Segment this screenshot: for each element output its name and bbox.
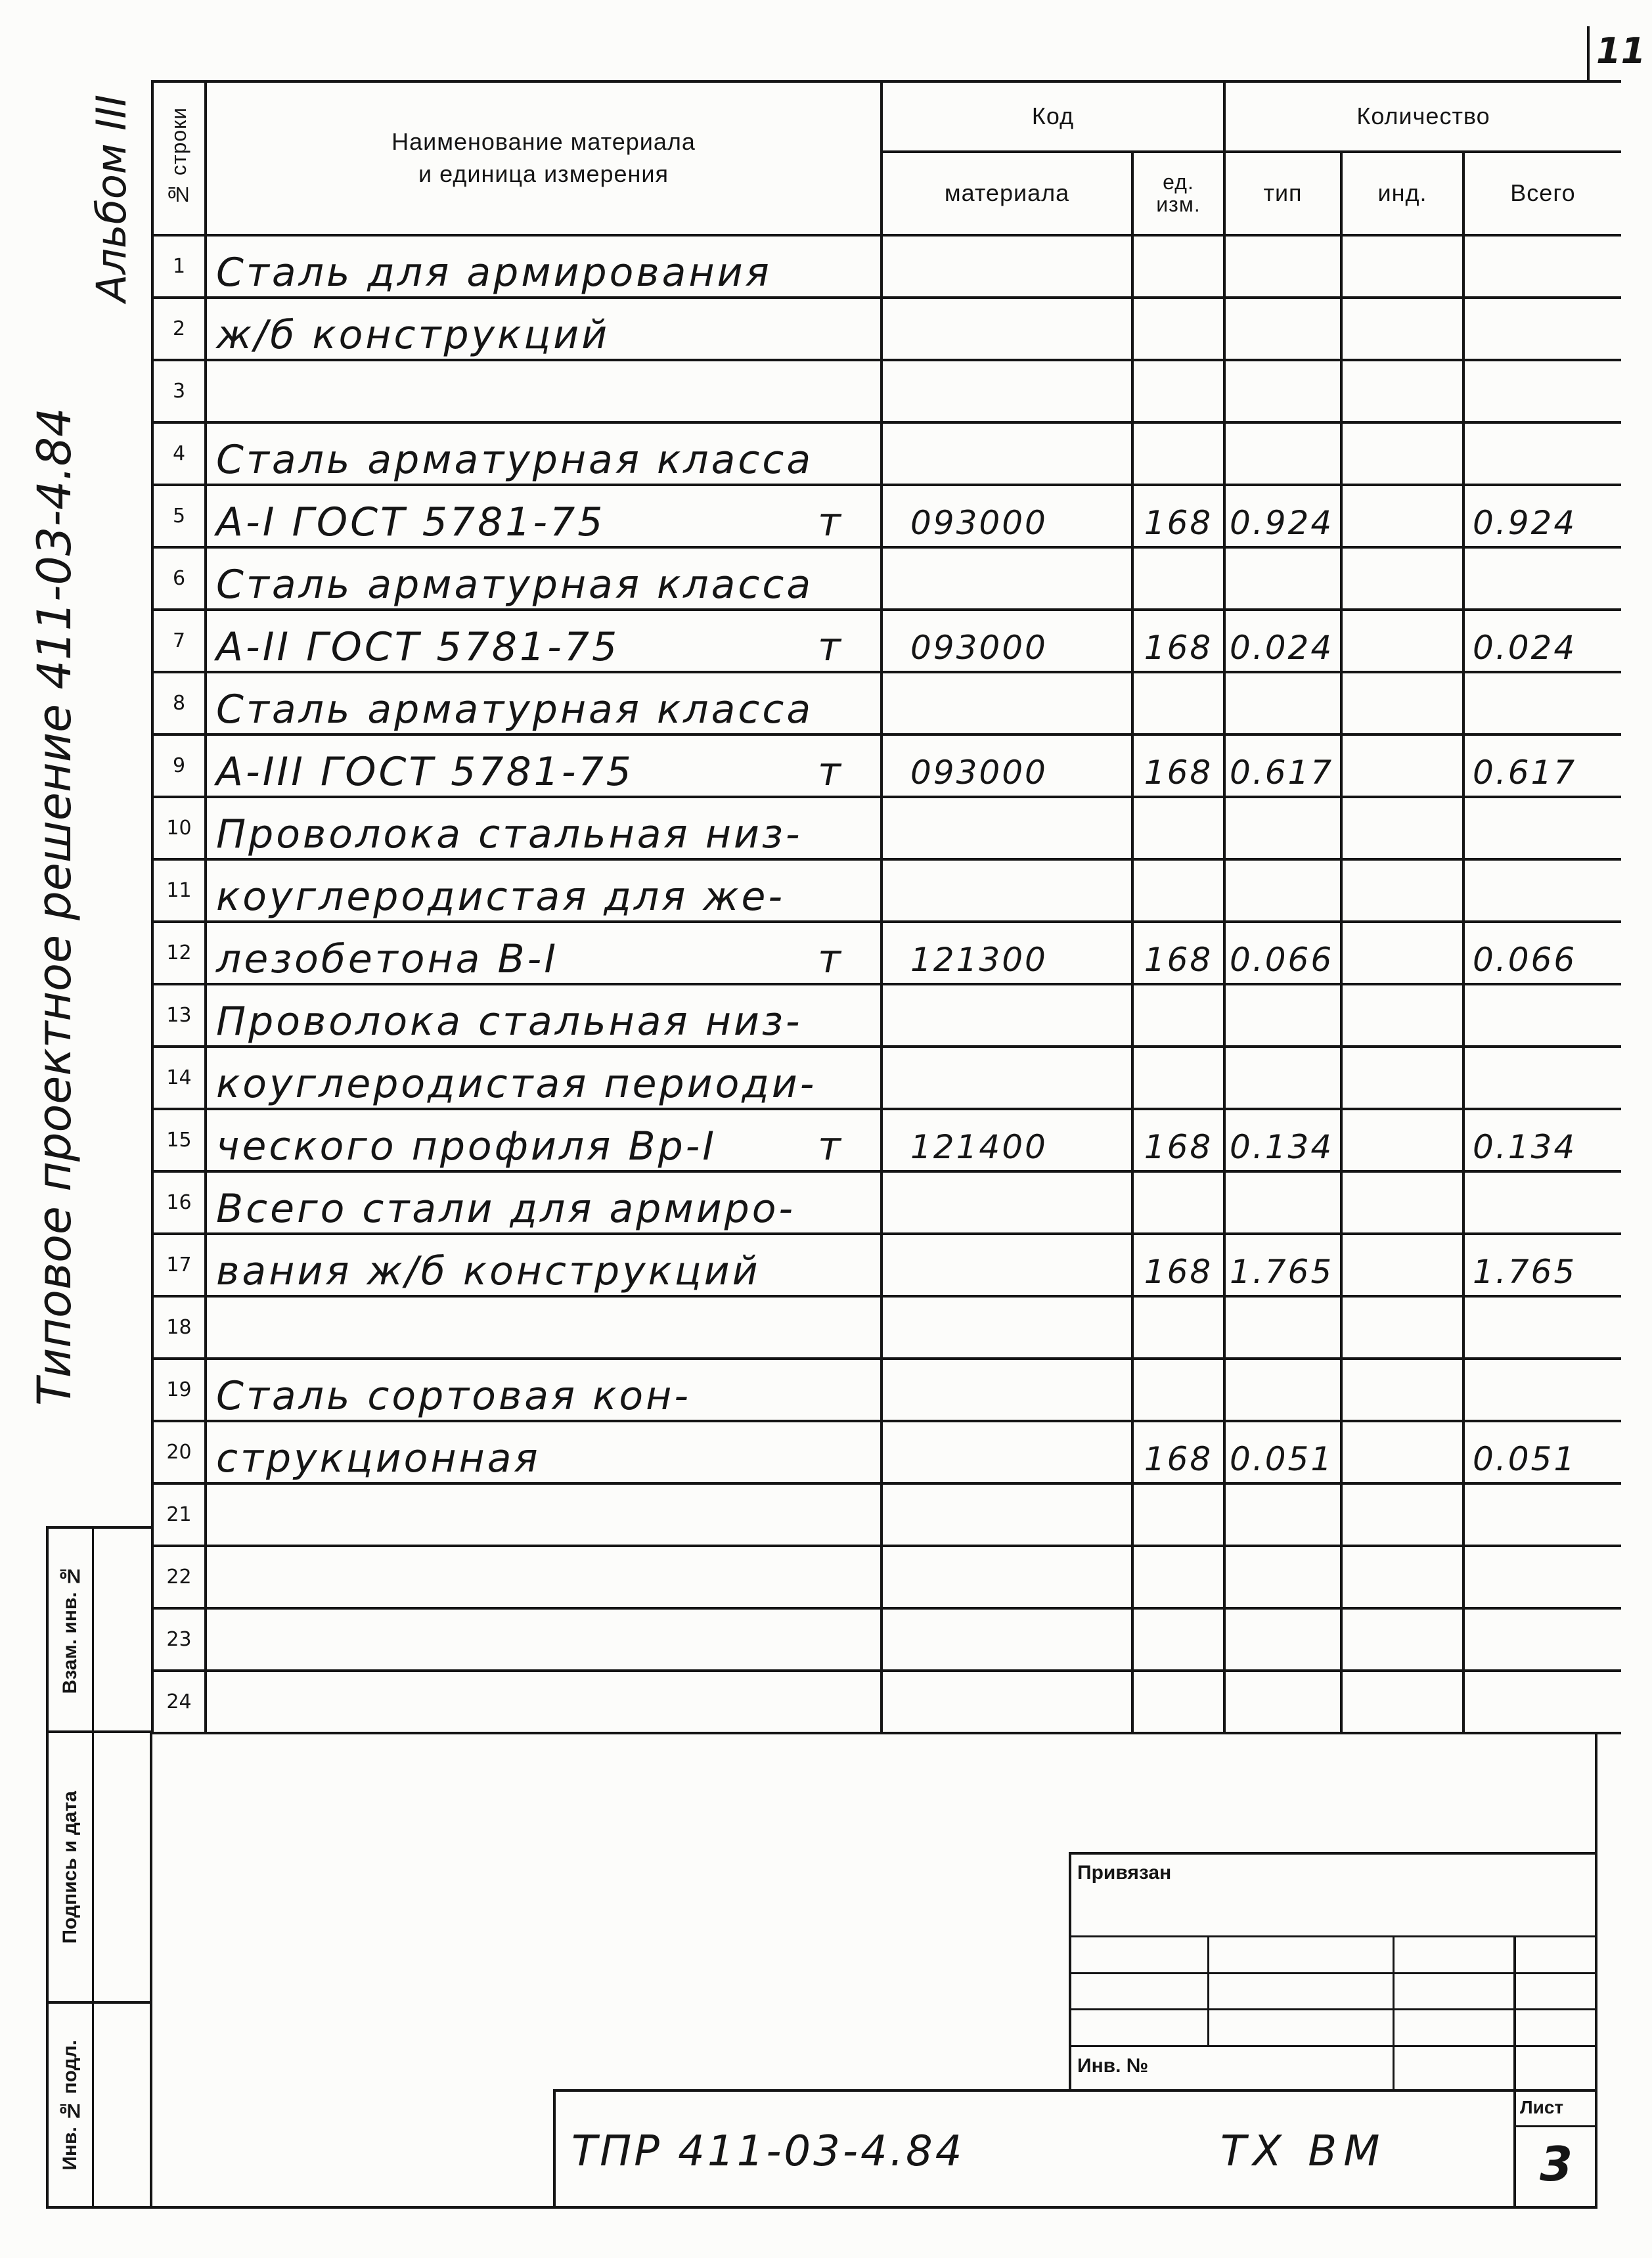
title-block-line — [1513, 2125, 1597, 2127]
qty-total-cell — [1463, 1483, 1621, 1546]
qty-type-cell — [1224, 360, 1341, 422]
material-code-cell — [882, 1171, 1132, 1234]
row-number-cell: 18 — [152, 1296, 206, 1359]
album-title: Альбом III — [87, 94, 135, 302]
material-code-cell: 093000 — [882, 610, 1132, 672]
qty-ind-cell — [1341, 1608, 1463, 1671]
qty-type-cell: 0.024 — [1224, 610, 1341, 672]
row-number-cell: 3 — [152, 360, 206, 422]
qty-type-cell: 0.924 — [1224, 485, 1341, 547]
header-code-unit: ед. изм. — [1132, 152, 1224, 235]
qty-type-cell — [1224, 797, 1341, 859]
title-block-line — [553, 2089, 1597, 2092]
qty-total-cell — [1463, 1359, 1621, 1421]
table-row — [152, 1171, 1621, 1234]
qty-total-cell: 1.765 — [1463, 1234, 1621, 1296]
material-code-cell — [882, 1546, 1132, 1608]
title-block-line — [1207, 1937, 1209, 2046]
row-number-cell: 5 — [152, 485, 206, 547]
qty-ind-cell — [1341, 672, 1463, 734]
material-code-cell — [882, 1483, 1132, 1546]
material-name-cell — [206, 610, 882, 672]
unit-code-cell — [1132, 1359, 1224, 1421]
material-name-cell — [206, 1608, 882, 1671]
material-name-text: Проволока стальная низ- — [216, 999, 803, 1045]
frame-left-line — [150, 1732, 152, 2209]
table-row — [152, 984, 1621, 1047]
material-name-text: Всего стали для армиро- — [216, 1186, 796, 1232]
header-code: Код — [882, 81, 1224, 152]
unit-code-cell — [1132, 1047, 1224, 1109]
row-number-cell: 14 — [152, 1047, 206, 1109]
sheet-number: 3 — [1540, 2136, 1573, 2192]
material-name-cell — [206, 1047, 882, 1109]
title-block-line — [1069, 1935, 1597, 1937]
material-name-cell — [206, 422, 882, 485]
material-name-cell — [206, 859, 882, 922]
unit-code-cell — [1132, 797, 1224, 859]
row-number-cell: 10 — [152, 797, 206, 859]
material-code-cell — [882, 1047, 1132, 1109]
qty-total-cell — [1463, 235, 1621, 298]
qty-total-cell — [1463, 1671, 1621, 1733]
qty-ind-cell — [1341, 235, 1463, 298]
material-name-text: коуглеродистая для же- — [216, 874, 786, 920]
qty-ind-cell — [1341, 422, 1463, 485]
qty-type-cell — [1224, 1546, 1341, 1608]
material-name-text: А-I ГОСТ 5781-75 — [216, 499, 606, 545]
row-number-cell: 20 — [152, 1421, 206, 1483]
unit-of-measure-text: т — [818, 499, 843, 545]
row-number-cell: 7 — [152, 610, 206, 672]
qty-ind-cell — [1341, 797, 1463, 859]
material-code-cell — [882, 547, 1132, 610]
material-code-cell — [882, 360, 1132, 422]
margin-stamp-sign-date — [49, 1733, 92, 2001]
unit-code-cell: 168 — [1132, 922, 1224, 984]
margin-stamp-inv-orig — [49, 2004, 92, 2206]
unit-code-cell: 168 — [1132, 610, 1224, 672]
material-code-cell — [882, 1296, 1132, 1359]
material-name-cell — [206, 672, 882, 734]
material-code-cell — [882, 1234, 1132, 1296]
material-code-cell — [882, 422, 1132, 485]
material-name-text: Сталь арматурная класса — [216, 562, 814, 608]
series-title: Типовое проектное решение 411-03-4.84 — [28, 407, 81, 1406]
unit-code-cell — [1132, 1608, 1224, 1671]
qty-total-cell — [1463, 672, 1621, 734]
material-code-cell — [882, 797, 1132, 859]
header-material-name-line2: и единица измерения — [418, 160, 669, 187]
material-name-cell — [206, 485, 882, 547]
unit-code-cell — [1132, 1171, 1224, 1234]
title-block-line — [1069, 2045, 1597, 2047]
unit-code-cell: 168 — [1132, 734, 1224, 797]
material-name-cell — [206, 1234, 882, 1296]
material-code-cell: 093000 — [882, 485, 1132, 547]
unit-of-measure-text: т — [818, 624, 843, 670]
table-row — [152, 1359, 1621, 1421]
qty-ind-cell — [1341, 547, 1463, 610]
qty-ind-cell — [1341, 1671, 1463, 1733]
row-number-cell: 12 — [152, 922, 206, 984]
attached-label: Привязан — [1077, 1862, 1172, 1884]
material-name-text: А-II ГОСТ 5781-75 — [216, 624, 620, 670]
table-row — [152, 1047, 1621, 1109]
qty-ind-cell — [1341, 1359, 1463, 1421]
row-number-cell: 19 — [152, 1359, 206, 1421]
qty-total-cell — [1463, 1546, 1621, 1608]
table-row — [152, 1546, 1621, 1608]
material-code-cell: 121400 — [882, 1109, 1132, 1171]
material-code-cell — [882, 672, 1132, 734]
row-number-cell: 24 — [152, 1671, 206, 1733]
material-name-cell — [206, 235, 882, 298]
qty-type-cell — [1224, 984, 1341, 1047]
qty-ind-cell — [1341, 984, 1463, 1047]
qty-ind-cell — [1341, 1483, 1463, 1546]
material-name-cell — [206, 1296, 882, 1359]
document-code: ТПР 411-03-4.84 — [571, 2127, 965, 2176]
sheet-label: Лист — [1520, 2097, 1564, 2117]
qty-type-cell: 1.765 — [1224, 1234, 1341, 1296]
unit-code-cell — [1132, 1671, 1224, 1733]
qty-ind-cell — [1341, 734, 1463, 797]
page-number: 11 — [1596, 30, 1646, 72]
row-number-cell: 16 — [152, 1171, 206, 1234]
qty-total-cell — [1463, 360, 1621, 422]
title-block-line — [1069, 2008, 1597, 2010]
material-name-cell — [206, 1109, 882, 1171]
header-row-number-text: № строки — [167, 106, 190, 206]
qty-type-cell — [1224, 672, 1341, 734]
qty-ind-cell — [1341, 360, 1463, 422]
qty-type-cell — [1224, 1296, 1341, 1359]
qty-ind-cell — [1341, 1171, 1463, 1234]
material-name-cell — [206, 1421, 882, 1483]
margin-stamp-replaced-inv-text: Взам. инв. № — [59, 1565, 81, 1694]
material-name-cell — [206, 1171, 882, 1234]
title-block-line — [1069, 1852, 1597, 1855]
header-qty-type: тип — [1224, 152, 1341, 235]
material-code-cell — [882, 859, 1132, 922]
inv-no-label: Инв. № — [1077, 2055, 1149, 2077]
row-number-cell: 23 — [152, 1608, 206, 1671]
table-row — [152, 547, 1621, 610]
material-name-cell — [206, 360, 882, 422]
header-material-name-line1: Наименование материала — [391, 128, 696, 156]
unit-code-cell — [1132, 1296, 1224, 1359]
table-row — [152, 298, 1621, 360]
row-number-cell: 2 — [152, 298, 206, 360]
table-row — [152, 485, 1621, 547]
table-row — [152, 1608, 1621, 1671]
header-qty-ind: инд. — [1341, 152, 1463, 235]
unit-code-cell: 168 — [1132, 485, 1224, 547]
material-name-text: Сталь для армирования — [216, 250, 772, 296]
row-number-cell: 22 — [152, 1546, 206, 1608]
qty-total-cell: 0.051 — [1463, 1421, 1621, 1483]
qty-type-cell — [1224, 547, 1341, 610]
material-name-text: Сталь арматурная класса — [216, 437, 814, 483]
row-number-cell: 15 — [152, 1109, 206, 1171]
qty-total-cell: 0.066 — [1463, 922, 1621, 984]
qty-type-cell — [1224, 1171, 1341, 1234]
table-row — [152, 610, 1621, 672]
row-number-cell: 9 — [152, 734, 206, 797]
qty-ind-cell — [1341, 1047, 1463, 1109]
qty-total-cell: 0.024 — [1463, 610, 1621, 672]
unit-of-measure-text: т — [818, 749, 843, 795]
material-code-cell — [882, 984, 1132, 1047]
qty-type-cell: 0.051 — [1224, 1421, 1341, 1483]
material-name-cell — [206, 984, 882, 1047]
qty-total-cell: 0.134 — [1463, 1109, 1621, 1171]
material-code-cell: 093000 — [882, 734, 1132, 797]
material-code-cell — [882, 1359, 1132, 1421]
header-row-top — [152, 81, 1621, 152]
table-row — [152, 797, 1621, 859]
unit-code-cell: 168 — [1132, 1234, 1224, 1296]
qty-ind-cell — [1341, 1109, 1463, 1171]
table-row — [152, 422, 1621, 485]
unit-code-cell — [1132, 235, 1224, 298]
title-block-line — [1393, 1937, 1395, 2090]
table-row — [152, 1671, 1621, 1733]
material-name-cell — [206, 734, 882, 797]
material-code-cell: 121300 — [882, 922, 1132, 984]
material-name-cell — [206, 298, 882, 360]
material-code-cell — [882, 235, 1132, 298]
row-number-cell: 17 — [152, 1234, 206, 1296]
material-code-cell — [882, 298, 1132, 360]
qty-type-cell — [1224, 298, 1341, 360]
qty-type-cell — [1224, 859, 1341, 922]
unit-code-cell — [1132, 672, 1224, 734]
material-name-text: ческого профиля Вр-I — [216, 1123, 717, 1169]
material-name-cell — [206, 1483, 882, 1546]
qty-total-cell — [1463, 859, 1621, 922]
margin-stamp-replaced-inv — [49, 1529, 92, 1730]
material-name-text: Сталь арматурная класса — [216, 687, 814, 733]
frame-bottom-line — [46, 2206, 1597, 2209]
qty-type-cell: 0.134 — [1224, 1109, 1341, 1171]
qty-total-cell — [1463, 984, 1621, 1047]
table-row — [152, 672, 1621, 734]
table-row — [152, 734, 1621, 797]
table-row — [152, 859, 1621, 922]
row-number-cell: 1 — [152, 235, 206, 298]
row-number-cell: 13 — [152, 984, 206, 1047]
unit-code-cell — [1132, 422, 1224, 485]
material-name-cell — [206, 797, 882, 859]
qty-total-cell — [1463, 298, 1621, 360]
qty-ind-cell — [1341, 610, 1463, 672]
qty-type-cell — [1224, 422, 1341, 485]
row-number-cell: 11 — [152, 859, 206, 922]
qty-total-cell — [1463, 422, 1621, 485]
qty-ind-cell — [1341, 1296, 1463, 1359]
qty-total-cell: 0.617 — [1463, 734, 1621, 797]
table-row — [152, 922, 1621, 984]
material-name-text: Проволока стальная низ- — [216, 811, 803, 857]
qty-ind-cell — [1341, 298, 1463, 360]
material-name-cell — [206, 922, 882, 984]
qty-ind-cell — [1341, 859, 1463, 922]
qty-type-cell — [1224, 1047, 1341, 1109]
table-body — [152, 235, 1621, 1733]
unit-code-cell — [1132, 298, 1224, 360]
unit-code-cell — [1132, 859, 1224, 922]
title-block-line — [553, 2090, 556, 2207]
row-number-cell: 8 — [152, 672, 206, 734]
unit-code-cell: 168 — [1132, 1109, 1224, 1171]
unit-code-cell — [1132, 1483, 1224, 1546]
table-row — [152, 235, 1621, 298]
qty-type-cell — [1224, 1483, 1341, 1546]
qty-total-cell — [1463, 1608, 1621, 1671]
unit-of-measure-text: т — [818, 936, 843, 982]
margin-stamp-line — [92, 1527, 94, 2207]
table-row — [152, 1234, 1621, 1296]
material-name-text: лезобетона В-I — [216, 936, 559, 982]
unit-code-cell — [1132, 984, 1224, 1047]
qty-total-cell — [1463, 547, 1621, 610]
margin-stamp-inv-orig-text: Инв. № подл. — [59, 2039, 81, 2171]
row-number-cell: 6 — [152, 547, 206, 610]
table-row — [152, 1421, 1621, 1483]
unit-code-cell — [1132, 360, 1224, 422]
qty-ind-cell — [1341, 1234, 1463, 1296]
material-name-cell — [206, 1359, 882, 1421]
margin-stamp-sign-date-text: Подпись и дата — [59, 1790, 81, 1944]
unit-of-measure-text: т — [818, 1123, 843, 1169]
material-name-text: струкционная — [216, 1435, 541, 1481]
qty-ind-cell — [1341, 1421, 1463, 1483]
title-block-line — [1513, 1937, 1516, 2207]
qty-ind-cell — [1341, 1546, 1463, 1608]
material-code-cell — [882, 1608, 1132, 1671]
material-name-cell — [206, 1671, 882, 1733]
title-block-line — [1069, 1972, 1597, 1974]
qty-type-cell: 0.066 — [1224, 922, 1341, 984]
row-number-cell: 21 — [152, 1483, 206, 1546]
material-specification-table — [151, 80, 1621, 1734]
unit-code-cell — [1132, 1546, 1224, 1608]
row-number-cell: 4 — [152, 422, 206, 485]
material-name-text: А-III ГОСТ 5781-75 — [216, 749, 634, 795]
material-code-cell — [882, 1421, 1132, 1483]
qty-ind-cell — [1341, 485, 1463, 547]
material-name-text: ж/б конструкций — [216, 312, 610, 358]
qty-type-cell — [1224, 235, 1341, 298]
qty-type-cell — [1224, 1359, 1341, 1421]
qty-ind-cell — [1341, 922, 1463, 984]
material-code-cell — [882, 1671, 1132, 1733]
frame-right-line — [1595, 1732, 1597, 2209]
table-row — [152, 1296, 1621, 1359]
qty-total-cell — [1463, 1047, 1621, 1109]
qty-total-cell — [1463, 1296, 1621, 1359]
header-quantity: Количество — [1224, 81, 1621, 152]
material-name-cell — [206, 547, 882, 610]
table-row — [152, 1109, 1621, 1171]
header-code-material: материала — [882, 152, 1132, 235]
header-material-name — [206, 81, 882, 235]
material-name-cell — [206, 1546, 882, 1608]
qty-type-cell — [1224, 1671, 1341, 1733]
table-row — [152, 1483, 1621, 1546]
page-number-frame-line — [1587, 26, 1590, 80]
qty-type-cell: 0.617 — [1224, 734, 1341, 797]
qty-total-cell — [1463, 797, 1621, 859]
material-name-text: Сталь сортовая кон- — [216, 1373, 691, 1419]
qty-type-cell — [1224, 1608, 1341, 1671]
qty-total-cell: 0.924 — [1463, 485, 1621, 547]
material-name-text: вания ж/б конструкций — [216, 1248, 761, 1294]
unit-code-cell — [1132, 547, 1224, 610]
material-name-text: коуглеродистая периоди- — [216, 1061, 817, 1107]
document-mark: ТХ ВМ — [1220, 2127, 1387, 2176]
qty-total-cell — [1463, 1171, 1621, 1234]
header-row-number — [152, 81, 206, 235]
table-row — [152, 360, 1621, 422]
header-qty-total: Всего — [1463, 152, 1621, 235]
unit-code-cell: 168 — [1132, 1421, 1224, 1483]
